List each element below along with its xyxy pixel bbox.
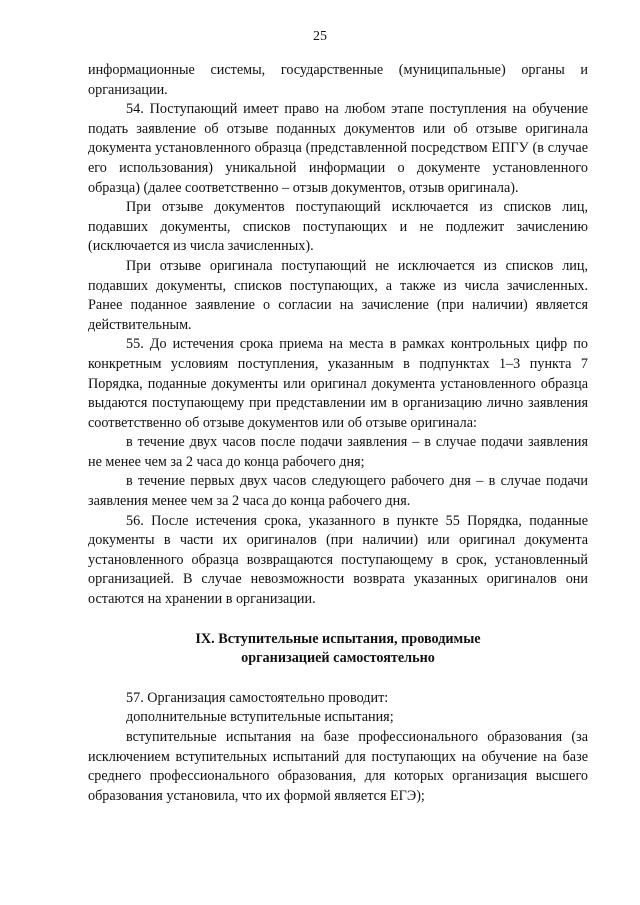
paragraph-57-item-1: дополнительные вступительные испытания; <box>126 709 394 726</box>
document-body <box>88 61 588 806</box>
paragraph-57: 57. Организация самостоятельно проводит: <box>126 689 389 706</box>
paragraph-55: 55. До истечения срока приема на места в рамках контрольных цифр по конкретным условиям поступления, указанным в подпунктах 1–3 пункта 7 Порядка, поданные документы или оригинал документа установленного образца выдаются поступающему при представлении им в организацию лично заявления соответственно об отзыве документов или об отзыве оригинала: <box>88 336 588 431</box>
page-number: 25 <box>313 29 327 44</box>
paragraph-55-item-1: в течение двух часов после подачи заявления – в случае подачи заявления не менее чем за 2 часа до конца рабочего дня; <box>88 434 588 470</box>
paragraph-documents-withdrawal: При отзыве документов поступающий исключается из списков лиц, подавших документы, списков поступающих и не подлежит зачислению (исключается из числа зачисленных). <box>88 199 588 255</box>
section-heading-line-2: организацией самостоятельно <box>241 650 435 667</box>
section-heading-line-1: IX. Вступительные испытания, проводимые <box>195 630 481 647</box>
paragraph-56: 56. После истечения срока, указанного в пункте 55 Порядка, поданные документы в части их оригиналов (при наличии) или оригинал документа установленного образца возвращаются поступающему в срок, установленный организацией. В случае невозможности возврата указанных оригиналов они остаются на хранении в организации. <box>88 512 588 608</box>
paragraph-57-item-2: вступительные испытания на базе профессионального образования (за исключением вступительных испытаний для поступающих на обучение на базе среднего профессионального образования, для которых организация высшего образования установила, что их формой является ЕГЭ); <box>88 729 588 804</box>
paragraph-55-item-2: в течение первых двух часов следующего рабочего дня – в случае подачи заявления менее чем за 2 часа до конца рабочего дня. <box>88 473 588 510</box>
paragraph-original-withdrawal: При отзыве оригинала поступающий не исключается из списков лиц, подавших документы, списков поступающих, а также из числа зачисленных. Ранее поданное заявление о согласии на зачисление (при наличии) является действительным. <box>88 257 588 333</box>
paragraph-continuation: информационные системы, государственные (муниципальные) органы и организации. <box>88 62 588 98</box>
section-heading <box>88 630 588 669</box>
paragraph-54: 54. Поступающий имеет право на любом этапе поступления на обучение подать заявление об отзыве поданных документов или об отзыве оригинала документа установленного образца (представленной посредством ЕПГУ (в случае его использования) уникальной информации о документе установленного образца) (далее соответственно – отзыв документов, отзыв оригинала). <box>88 101 588 196</box>
